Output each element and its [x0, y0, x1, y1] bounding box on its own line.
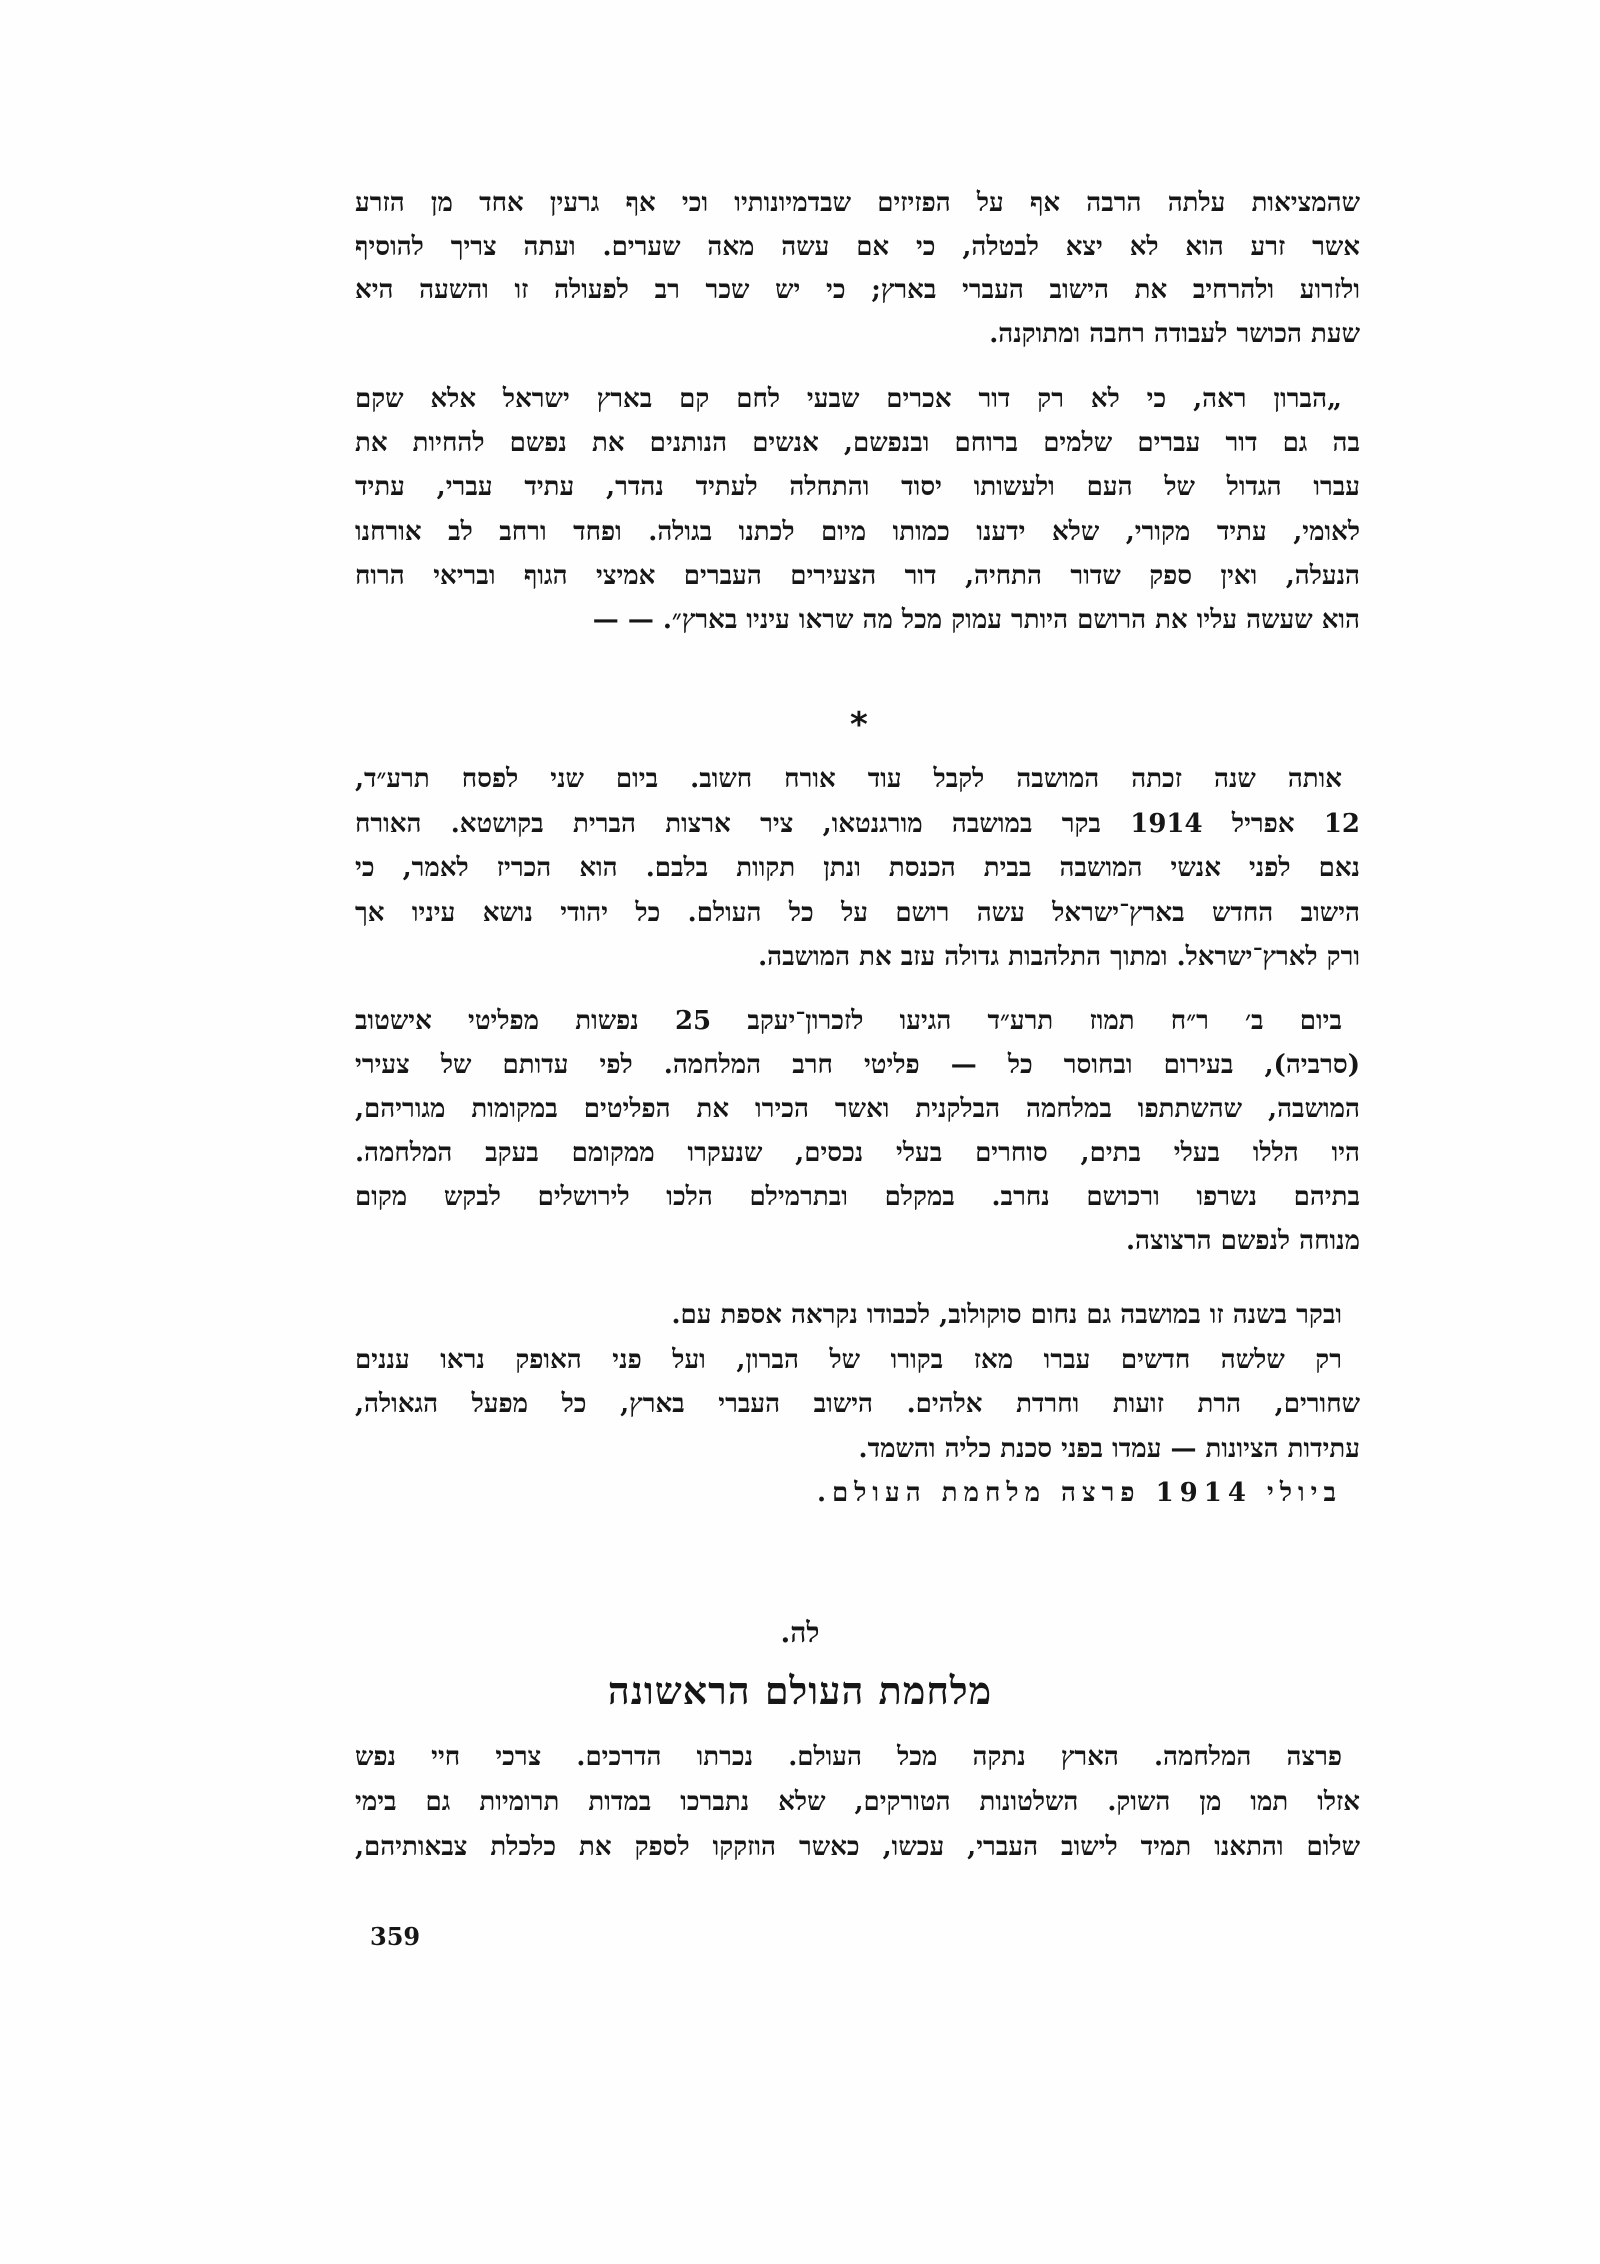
text-line: „הברון ראה, כי לא רק דור אכרים שבעי לחם קם בארץ ישראל אלא שקם [355, 384, 1342, 414]
chapter-number: לה. [780, 1616, 820, 1649]
text-line: אשר זרע הוא לא יצא לבטלה, כי אם עשה מאה שערים. ועתה צריך להוסיף [355, 231, 1360, 262]
war-outbreak-line: ביולי 1914 פרצה מלחמת העולם. [816, 1478, 1342, 1508]
page-number: 359 [370, 1922, 421, 1951]
text-line: רק שלשה חדשים עברו מאז בקורו של הברון, ועל פני האופק נראו עננים [355, 1344, 1342, 1375]
text-line: אותה שנה זכתה המושבה לקבל עוד אורח חשוב. ביום שני לפסח תרע״ד, [355, 764, 1342, 794]
text-line: המושבה, שהשתתפו במלחמה הבלקנית ואשר הכירו את הפליטים במקומות מגוריהם, [355, 1094, 1360, 1124]
text-line: ובקר בשנה זו במושבה גם נחום סוקולוב, לכבודו נקראה אספת עם. [671, 1300, 1342, 1330]
text-line: היו הללו בעלי בתים, סוחרים בעלי נכסים, שנעקרו ממקומם בעקב המלחמה. [355, 1138, 1360, 1168]
text-line: ורק לארץ־ישראל. ומתוך התלהבות גדולה עזב את המושבה. [758, 942, 1360, 972]
text-line: נאם לפני אנשי המושבה בבית הכנסת ונתן תקוות בלבם. הוא הכריז לאמר, כי [355, 853, 1360, 883]
sokolow-paragraph [355, 1302, 1360, 1525]
text-line: עברו הגדול של העם ולעשותו יסוד והתחלה לעתיד נהדר, עתיד עברי, עתיד [355, 472, 1360, 503]
text-line: פרצה המלחמה. הארץ נתקה מכל העולם. נכרתו הדרכים. צרכי חיי נפש [355, 1742, 1342, 1772]
text-line: בה גם דור עברים שלמים ברוחם ובנפשם, אנשים הנותנים את נפשם להחיות את [355, 428, 1360, 459]
text-line: לאומי, עתיד מקורי, שלא ידענו כמותו מיום לכתנו בגולה. ופחד ורחב לב אורחנו [355, 516, 1360, 547]
text-line: (סרביה), בעירום ובחוסר כל — פליטי חרב המלחמה. לפי עדותם של צעירי [355, 1050, 1360, 1080]
text-line: שעת הכושר לעבודה רחבה ומתוקנה. [989, 318, 1360, 349]
text-line: ביום ב׳ ר״ח תמוז תרע״ד הגיעו לזכרון־יעקב 25 נפשות מפליטי אישטוב [355, 1006, 1342, 1036]
text-line: מנוחה לנפשם הרצוצה. [1126, 1226, 1360, 1256]
text-line: 12 אפריל 1914 בקר במושבה מורגנטאו, ציר ארצות הברית בקושטא. האורח [355, 808, 1361, 839]
chapter-title: מלחמת העולם הראשונה [607, 1668, 993, 1713]
text-line: ולזרוע ולהרחיב את הישוב העברי בארץ; כי יש שכר רב לפעולה זו והשעה היא [355, 275, 1360, 305]
section-separator: * [850, 705, 868, 745]
text-line: בתיהם נשרפו ורכושם נחרב. במקלם ובתרמילם הלכו לירושלים לבקש מקום [355, 1182, 1360, 1212]
text-line: שהמציאות עלתה הרבה אף על הפזיזים שבדמיונותיו וכי אף גרעין אחד מן הזרע [355, 188, 1360, 218]
text-line: אזלו תמו מן השוק. השלטונות הטורקים, שלא נתברכו במדות תרומיות גם בימי [355, 1787, 1360, 1817]
intro-paragraph [355, 190, 1360, 364]
baron-paragraph [355, 386, 1360, 651]
text-line: הנעלה, ואין ספק שדור התחיה, דור הצעירים העברים אמיצי הגוף ובריאי הרוח [355, 560, 1360, 591]
chapter-opening-paragraph [355, 1744, 1360, 1879]
text-line: שלום והתאנו תמיד לישוב העברי, עכשו, כאשר הוזקקו לספק את כלכלת צבאותיהם, [355, 1832, 1361, 1862]
text-line: הוא שעשה עליו את הרושם היותר עמוק מכל מה שראו עיניו בארץ״. — — [592, 604, 1360, 635]
morgenthau-paragraph [355, 766, 1360, 989]
refugees-paragraph [355, 1008, 1360, 1272]
text-line: הישוב החדש בארץ־ישראל עשה רושם על כל העולם. כל יהודי נושא עיניו אך [355, 897, 1360, 928]
text-line: עתידות הציונות — עמדו בפני סכנת כליה והשמד. [858, 1433, 1360, 1464]
text-line: שחורים, הרת זועות וחרדת אלהים. הישוב העברי בארץ, כל מפעל הגאולה, [355, 1389, 1360, 1419]
